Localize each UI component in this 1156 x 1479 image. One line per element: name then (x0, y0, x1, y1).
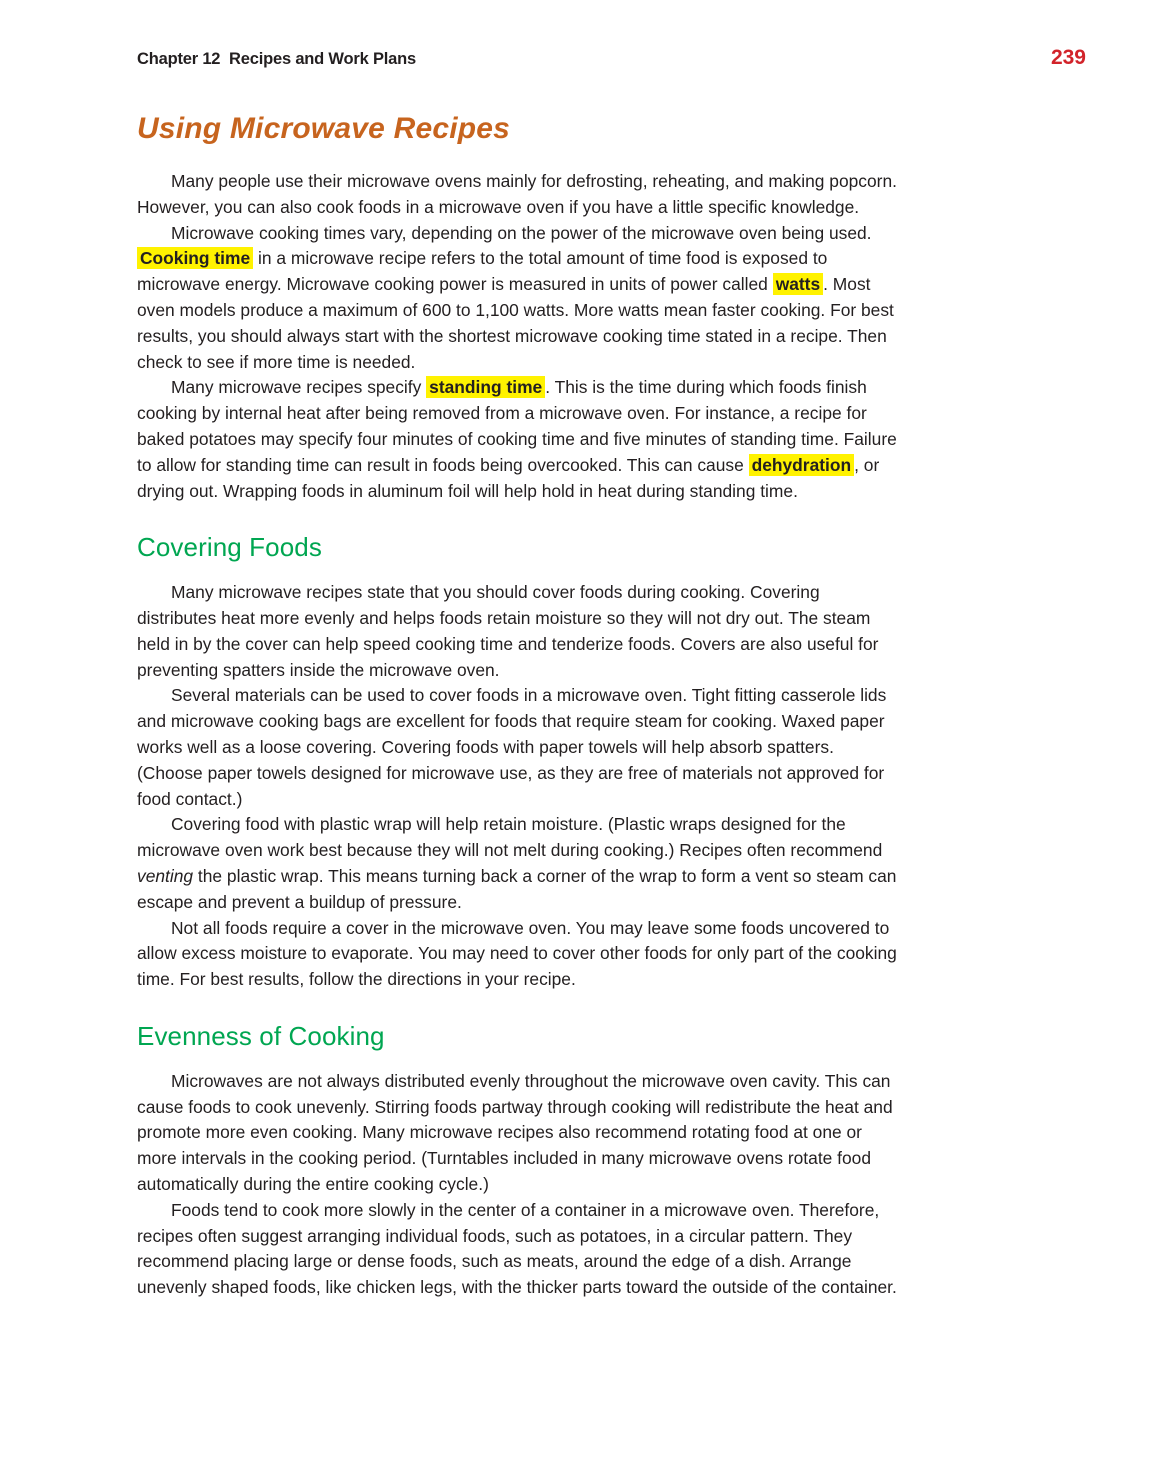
text-run: Microwaves are not always distributed evenly throughout the microwave oven cavity. This can cause foods to cook unevenly. Stirring foods partway through cooking will redistribute the heat and promote more even cooking. Many microwave recipes also recommend rotating food at one or more intervals in the cooking period. (Turntables included in many microwave ovens rotate food automatically during the entire cooking cycle.) (137, 1070, 893, 1195)
chapter-label: Chapter 12 Recipes and Work Plans (137, 50, 416, 68)
paragraph (137, 683, 902, 812)
paragraph (137, 916, 902, 993)
text-run: Several materials can be used to cover foods in a microwave oven. Tight fitting casserole lids and microwave cooking bags are excellent for foods that require steam for cooking. Waxed paper works well as a loose covering. Covering foods with paper towels will help absorb spatters. (Choose paper towels designed for microwave use, as they are free of materials not approved for food contact.) (137, 685, 887, 809)
paragraph (137, 221, 902, 376)
article-title: Using Microwave Recipes (137, 112, 511, 145)
paragraph (137, 375, 902, 504)
text-run: . This is the time during which foods finish cooking by internal heat after being removed from a microwave oven. For instance, a recipe for baked potatoes may specify four minutes of cooking time and five minutes of standing time. Failure to allow for standing time can result in foods being overcooked. This can cause (137, 377, 897, 475)
italic-term-venting: venting (137, 866, 194, 887)
text-run: . Most oven models produce a maximum of 600 to 1,100 watts. More watts mean faster cooking. For best results, you should always start with the shortest microwave cooking time stated in a recipe. Then check to see if more time is needed. (137, 274, 894, 372)
highlighted-term-standing-time: standing time (426, 376, 545, 398)
text-run: Many microwave recipes state that you should cover foods during cooking. Covering distributes heat more evenly and helps foods retain moisture so they will not dry out. The steam held in by the cover can help speed cooking time and tenderize foods. Covers are also useful for preventing spatters inside the microwave oven. (137, 582, 879, 680)
text-run: Many microwave recipes specify (171, 377, 427, 398)
section-heading-covering-foods: Covering Foods (137, 532, 322, 563)
text-run: Foods tend to cook more slowly in the center of a container in a microwave oven. Therefore, recipes often suggest arranging individual foods, such as potatoes, in a circular pattern. They recommend placing large or dense foods, such as meats, around the edge of a dish. Arrange unevenly shaped foods, like chicken legs, with the thicker parts toward the outside of the container. (137, 1199, 897, 1298)
page-number: 239 (1050, 46, 1086, 69)
text-run: , or drying out. Wrapping foods in aluminum foil will help hold in heat during standing time. (137, 454, 880, 501)
text-run: the plastic wrap. This means turning back a corner of the wrap to form a vent so steam can escape and prevent a buildup of pressure. (137, 866, 897, 912)
body-column (137, 169, 902, 1301)
text-run: in a microwave recipe refers to the total amount of time food is exposed to microwave energy. Microwave cooking power is measured in units of power called (137, 248, 828, 295)
text-run: Many people use their microwave ovens mainly for defrosting, reheating, and making popcorn. However, you can also cook foods in a microwave oven if you have a little specific knowledge. (137, 171, 897, 217)
highlighted-term-watts: watts (773, 273, 823, 295)
highlighted-term-dehydration: dehydration (749, 454, 855, 476)
paragraph (137, 1198, 902, 1301)
text-run: Not all foods require a cover in the microwave oven. You may leave some foods uncovered to allow excess moisture to evaporate. You may need to cover other foods for only part of the cooking time. For best results, follow the directions in your recipe. (137, 917, 897, 990)
paragraph (137, 169, 902, 221)
text-run: Microwave cooking times vary, depending on the power of the microwave oven being used. (171, 222, 872, 243)
section-heading-evenness-of-cooking: Evenness of Cooking (137, 1021, 385, 1051)
page-header (0, 0, 1156, 70)
paragraph (137, 580, 902, 683)
text-run: Covering food with plastic wrap will help retain moisture. (Plastic wraps designed for the microwave oven work best because they will not melt during cooking.) Recipes often recommend (137, 814, 883, 861)
paragraph (137, 1069, 902, 1198)
highlighted-term-cooking-time: Cooking time (137, 247, 253, 269)
paragraph (137, 812, 902, 915)
